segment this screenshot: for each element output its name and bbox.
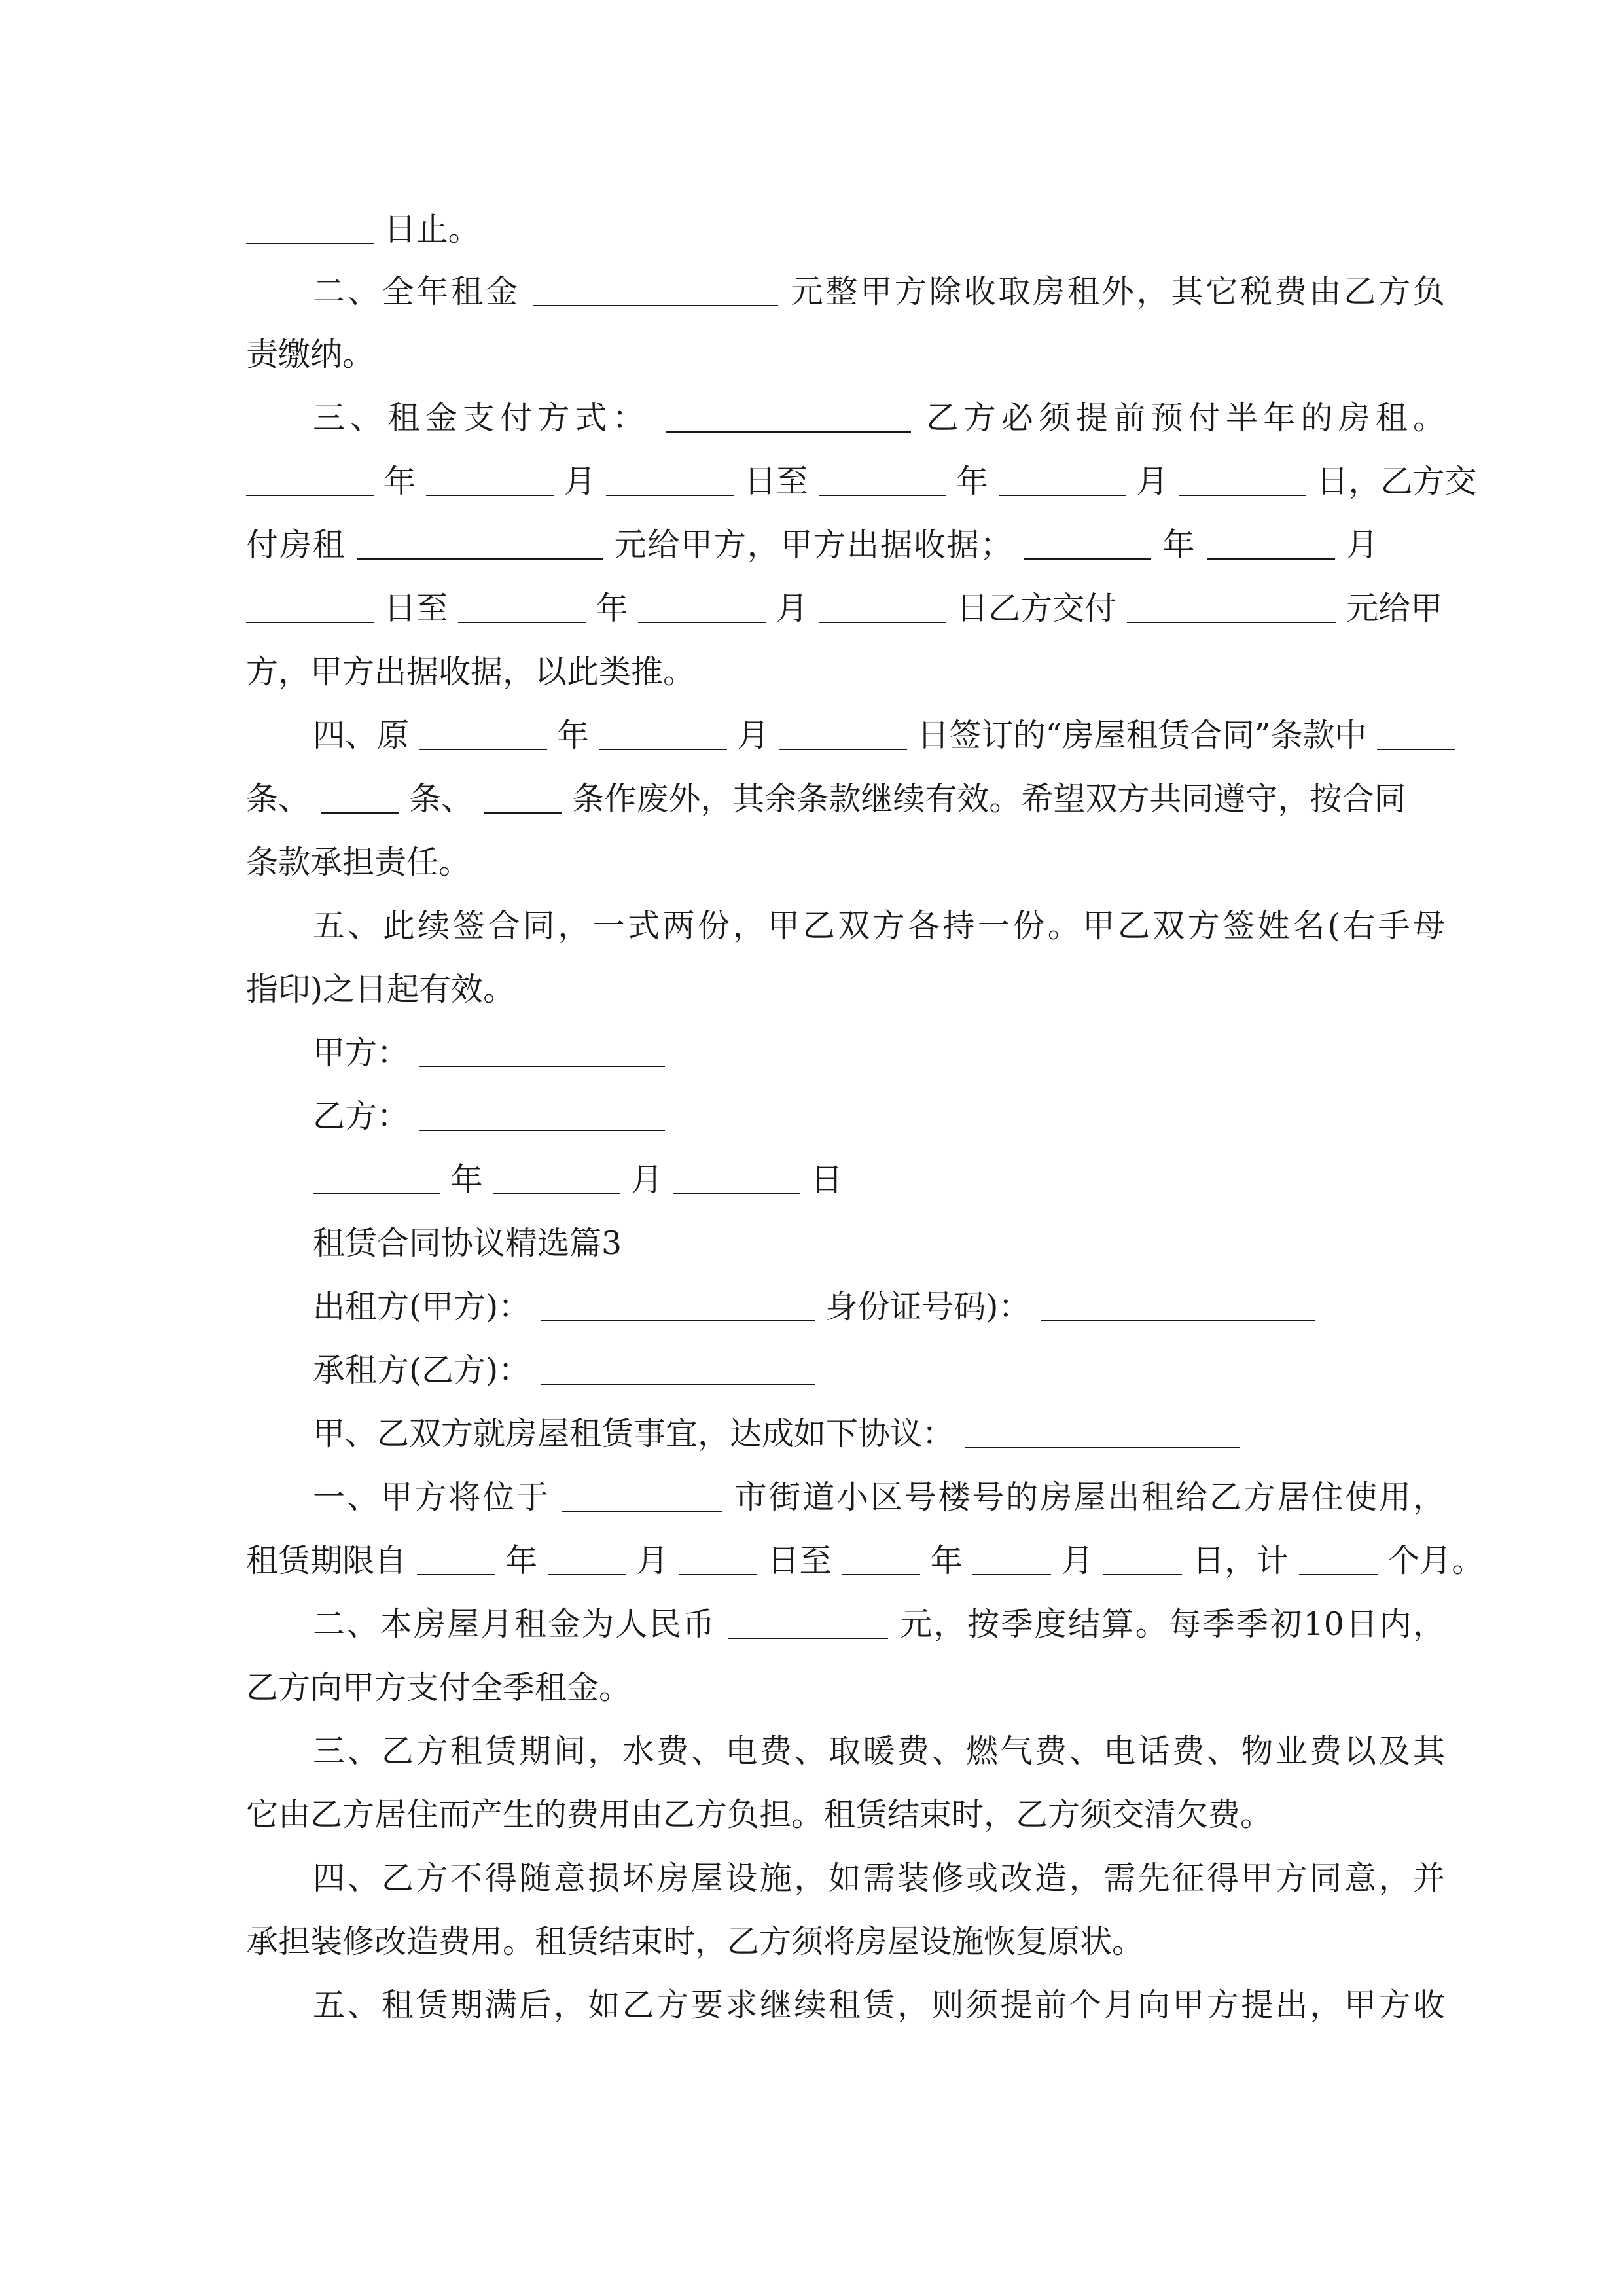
fill-in-blank[interactable] [972,1541,1051,1575]
text-run: 月 [737,717,770,754]
clause-original-contract [313,712,1445,759]
text-line [246,1537,1484,1585]
text-run: 年 [596,590,628,627]
clause-lease-expiry [313,1982,1445,2029]
fill-in-blank[interactable] [548,1541,626,1575]
fill-in-blank[interactable] [779,716,907,750]
text-run: 它由乙方居住而产生的费用由乙方负担。租赁结束时，乙方须交清欠费。 [246,1796,1273,1833]
text-run: 条、 [246,780,311,817]
text-run: 月 [1346,526,1379,564]
text-run: 一、甲方将位于 [313,1479,550,1516]
text-run: 年 [956,463,989,500]
text-run: 元给甲 [1346,590,1443,627]
text-run: 元给甲方，甲方出据收据； [614,526,1012,564]
text-run: 个月。 [1387,1542,1484,1579]
signature-date [313,1157,1445,1204]
clause-renewal-copies [313,903,1445,950]
text-run: 月 [1136,463,1169,500]
text-run: 日，乙方交 [1316,463,1477,500]
text-run: 三、乙方租赁期间，水费、电费、取暖费、燃气费、电话费、物业费以及其 [313,1732,1445,1770]
text-run: 乙方必须提前预付半年的房租。 [926,399,1445,437]
text-run: 租赁期限自 [246,1542,407,1579]
fill-in-blank[interactable] [606,462,734,496]
text-line [246,458,1477,505]
text-run: 二、本房屋月租金为人民币 [313,1605,717,1643]
text-run: 四、乙方不得随意损坏房屋设施，如需装修或改造，需先征得甲方同意，并 [313,1859,1445,1897]
lessee-line [313,1347,1445,1394]
text-line [246,966,1378,1013]
text-run: 日至 [383,590,448,627]
fill-in-blank[interactable] [1024,526,1151,560]
fill-in-blank[interactable] [484,780,562,814]
fill-in-blank[interactable] [1377,716,1455,750]
text-run: 月 [630,1161,663,1198]
fill-in-blank[interactable] [1299,1541,1378,1575]
fill-in-blank[interactable] [417,1541,495,1575]
fill-in-blank[interactable] [1127,589,1336,623]
text-run: 五、租赁期满后，如乙方要求继续租赁，则须提前个月向甲方提出，甲方收 [313,1986,1445,2024]
text-run: 乙方： [313,1098,410,1135]
fill-in-blank[interactable] [819,462,946,496]
clause-utilities [313,1728,1445,1775]
text-run: 承担装修改造费用。租赁结束时，乙方须将房屋设施恢复原状。 [246,1923,1145,1960]
text-run: 承租方(乙方)： [313,1352,531,1389]
fill-in-blank[interactable] [666,399,911,433]
text-run: 责缴纳。 [246,336,375,373]
lessor-line [313,1283,1445,1331]
fill-in-blank[interactable] [599,716,727,750]
text-line [246,1918,1378,1965]
fill-in-blank[interactable] [313,1160,440,1194]
fill-in-blank[interactable] [638,589,766,623]
fill-in-blank[interactable] [842,1541,920,1575]
text-line [246,331,1378,378]
text-line [246,522,1378,569]
text-run: 日，计 [1192,1542,1289,1579]
fill-in-blank[interactable] [965,1414,1240,1448]
clause-location [313,1474,1445,1521]
fill-in-blank[interactable] [321,780,399,814]
text-run: 年 [450,1161,483,1198]
text-run: 日至 [767,1542,832,1579]
fill-in-blank[interactable] [419,1097,665,1131]
text-run: 付房租 [246,526,346,564]
fill-in-blank[interactable] [493,1160,620,1194]
text-run: 日 [810,1161,843,1198]
clause-renovation [313,1855,1445,1902]
fill-in-blank[interactable] [1041,1287,1315,1321]
fill-in-blank[interactable] [541,1351,815,1385]
text-run: 日签订的“房屋租赁合同”条款中 [917,717,1367,754]
signature-party-a [313,1030,1445,1077]
fill-in-blank[interactable] [541,1287,815,1321]
text-run: 五、此续签合同，一式两份，甲乙双方各持一份。甲乙双方签姓名(右手母 [313,907,1445,944]
fill-in-blank[interactable] [357,526,603,560]
fill-in-blank[interactable] [1103,1541,1182,1575]
fill-in-blank[interactable] [458,589,586,623]
text-run: 元，按季度结算。每季季初10日内， [900,1605,1445,1643]
text-run: 条、 [409,780,474,817]
text-run: 租赁合同协议精选篇3 [313,1225,622,1262]
fill-in-blank[interactable] [999,462,1126,496]
text-run: 月 [1061,1542,1094,1579]
fill-in-blank[interactable] [246,589,374,623]
fill-in-blank[interactable] [673,1160,800,1194]
text-run: 年 [557,717,590,754]
text-run: 指印)之日起有效。 [246,971,516,1008]
section-heading [313,1220,1445,1267]
text-line [246,649,1378,696]
text-run: 二、全年租金 [313,273,520,310]
text-run: 年 [383,463,416,500]
clause-monthly-rent [313,1601,1445,1648]
agreement-intro [313,1410,1445,1458]
fill-in-blank[interactable] [679,1541,757,1575]
text-run: 市街道小区号楼号的房屋出租给乙方居住使用， [734,1479,1445,1516]
text-run: 月 [636,1542,669,1579]
fill-in-blank[interactable] [246,210,374,244]
fill-in-blank[interactable] [419,716,547,750]
clause-annual-rent [313,268,1445,315]
text-run: 条款承担责任。 [246,844,471,881]
fill-in-blank[interactable] [246,462,374,496]
text-run: 方，甲方出据收据，以此类推。 [246,653,696,691]
text-run: 元整甲方除收取房租外，其它税费由乙方负 [791,273,1446,310]
fill-in-blank[interactable] [562,1478,722,1512]
text-line [246,206,1378,253]
clause-payment-method [313,395,1445,442]
text-line [246,1791,1378,1839]
fill-in-blank[interactable] [426,462,554,496]
text-line [246,839,1378,886]
text-run: 月 [776,590,808,627]
text-run: 三、租金支付方式： [313,399,650,437]
text-run: 月 [563,463,596,500]
fill-in-blank[interactable] [1179,462,1306,496]
text-run: 甲方： [313,1034,410,1071]
text-run: 四、原 [313,717,410,754]
signature-party-b [313,1093,1445,1140]
fill-in-blank[interactable] [419,1033,665,1067]
text-run: 日止。 [383,211,480,248]
fill-in-blank[interactable] [728,1605,888,1639]
text-line [246,585,1443,632]
text-run: 甲、乙双方就房屋租赁事宜，达成如下协议： [313,1415,955,1452]
text-run: 年 [505,1542,538,1579]
text-run: 出租方(甲方)： [313,1288,531,1325]
text-run: 条作废外，其余条款继续有效。希望双方共同遵守，按合同 [572,780,1406,817]
text-line [246,1664,1378,1712]
text-run: 乙方向甲方支付全季租金。 [246,1669,632,1706]
text-line [246,776,1406,823]
fill-in-blank[interactable] [1207,526,1335,560]
text-run: 年 [1162,526,1196,564]
text-run: 身份证号码)： [825,1288,1031,1325]
text-run: 年 [930,1542,963,1579]
fill-in-blank[interactable] [533,272,778,306]
fill-in-blank[interactable] [819,589,946,623]
text-run: 日至 [743,463,808,500]
text-run: 日乙方交付 [956,590,1117,627]
